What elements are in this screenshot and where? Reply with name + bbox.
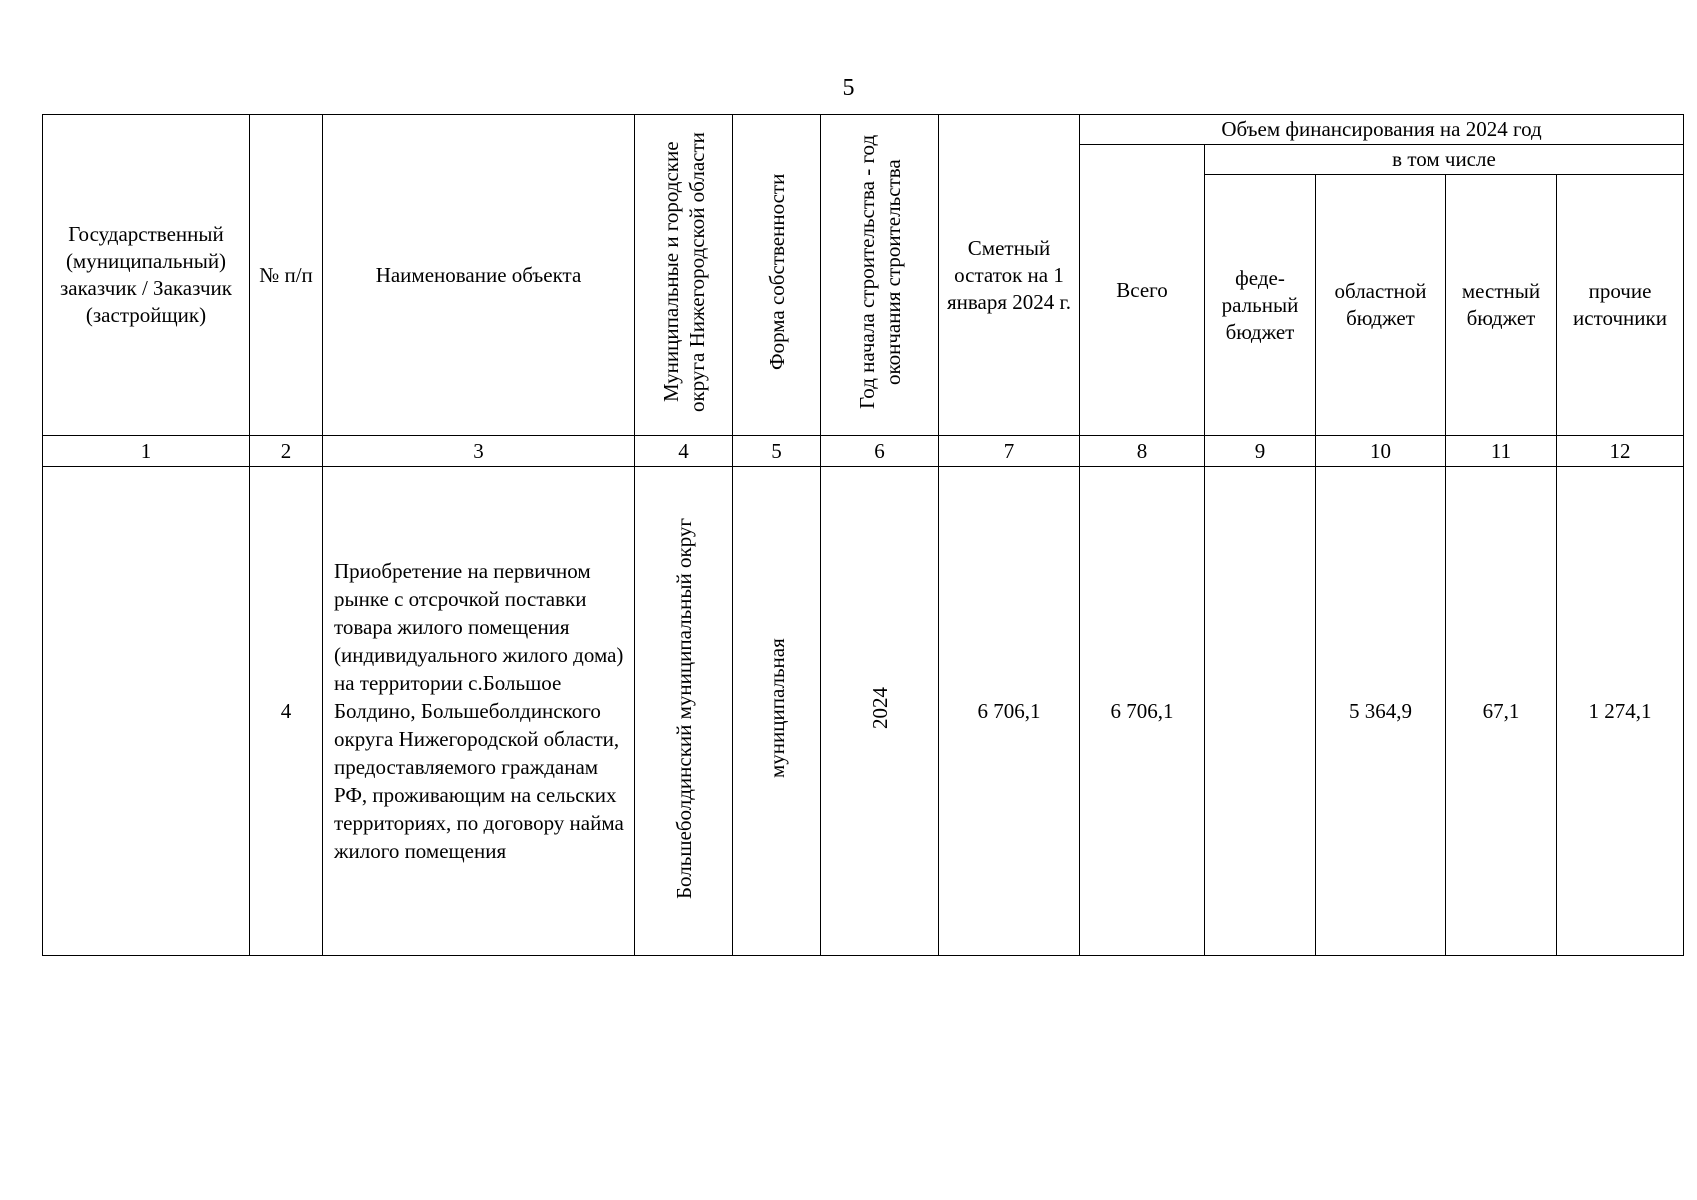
header-local: местный бюджет (1446, 175, 1557, 436)
cell-years: 2024 (821, 467, 939, 956)
column-number: 3 (323, 436, 635, 467)
column-number-row (43, 436, 1684, 467)
cell-number: 4 (250, 467, 323, 956)
column-number: 10 (1316, 436, 1446, 467)
cell-district: Большеболдинский муниципальный округ (635, 467, 733, 956)
cell-remaining: 6 706,1 (939, 467, 1080, 956)
cell-local: 67,1 (1446, 467, 1557, 956)
header-object-name: Наименование объекта (323, 115, 635, 436)
header-districts: Муниципальные и городские округа Нижегородской области (635, 115, 733, 436)
column-number: 6 (821, 436, 939, 467)
header-including: в том числе (1205, 145, 1684, 175)
column-number: 12 (1557, 436, 1684, 467)
header-number: № п/п (250, 115, 323, 436)
header-years: Год начала строительства - год окончания строительства (821, 115, 939, 436)
page-number: 5 (842, 75, 855, 101)
cell-federal (1205, 467, 1316, 956)
column-number: 1 (43, 436, 250, 467)
header-customer: Государственный (муниципальный) заказчик / Заказчик (застройщик) (43, 115, 250, 436)
column-number: 5 (733, 436, 821, 467)
column-number: 7 (939, 436, 1080, 467)
header-regional: областной бюджет (1316, 175, 1446, 436)
column-number: 11 (1446, 436, 1557, 467)
header-other: прочие источники (1557, 175, 1684, 436)
header-row-1 (43, 115, 1684, 145)
column-number: 9 (1205, 436, 1316, 467)
header-total: Всего (1080, 145, 1205, 436)
cell-ownership: муниципальная (733, 467, 821, 956)
header-ownership: Форма собственности (733, 115, 821, 436)
header-remaining: Сметный остаток на 1 января 2024 г. (939, 115, 1080, 436)
cell-customer (43, 467, 250, 956)
cell-total: 6 706,1 (1080, 467, 1205, 956)
cell-other: 1 274,1 (1557, 467, 1684, 956)
cell-regional: 5 364,9 (1316, 467, 1446, 956)
table-row (43, 467, 1684, 956)
cell-object-name: Приобретение на первичном рынке с отсрочкой поставки товара жилого помещения (индивидуального жилого дома) на территории с.Большое Болдино, Большеболдинского округа Нижегородской области, предоставляемого гражданам РФ, проживающим на сельских территориях, по договору найма жилого помещения (323, 467, 635, 956)
column-number: 4 (635, 436, 733, 467)
column-number: 2 (250, 436, 323, 467)
header-federal: феде-ральный бюджет (1205, 175, 1316, 436)
financing-table (42, 114, 1684, 956)
column-number: 8 (1080, 436, 1205, 467)
header-financing-group: Объем финансирования на 2024 год (1080, 115, 1684, 145)
